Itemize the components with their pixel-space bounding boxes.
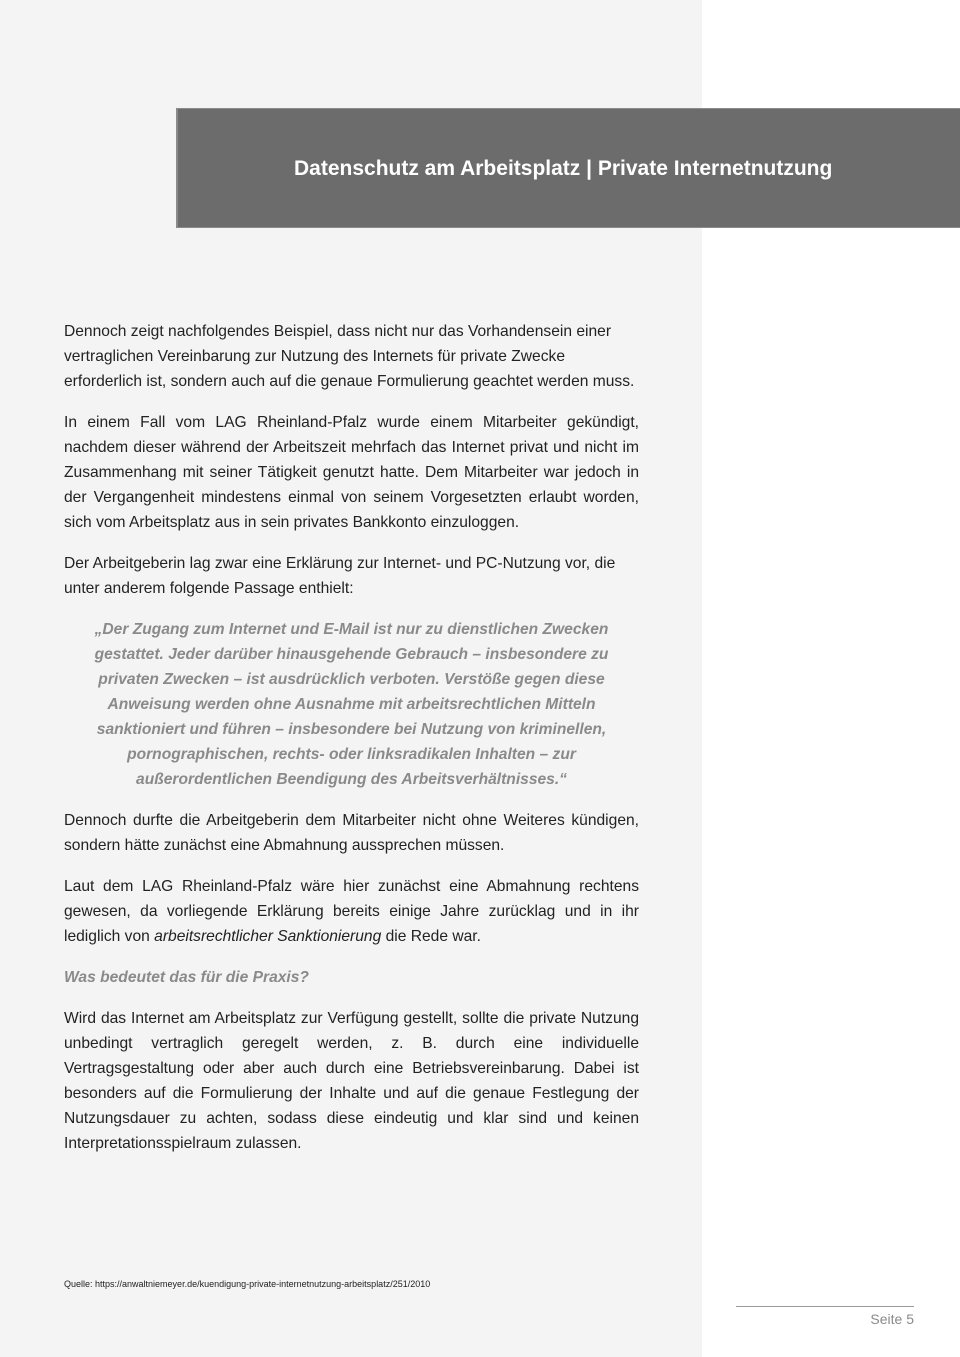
paragraph-court-opinion-start: Laut dem LAG Rheinland-Pfalz wäre hier zunächst eine Abmahnung rechtens gewesen, da vorliegende Erklärung bereits einige Jahre zurücklag und in ihr lediglich von	[64, 878, 639, 945]
paragraph-court-opinion	[64, 874, 639, 949]
paragraph-intro: Dennoch zeigt nachfolgendes Beispiel, dass nicht nur das Vorhandensein einer vertraglichen Vereinbarung zur Nutzung des Internets für private Zwecke erforderlich ist, sondern auch auf die genaue Formulierung geachtet werden muss.	[64, 323, 635, 390]
paragraph-declaration: Der Arbeitgeberin lag zwar eine Erklärung zur Internet- und PC-Nutzung vor, die unter anderem folgende Passage enthielt:	[64, 555, 616, 597]
quoted-passage: „Der Zugang zum Internet und E-Mail ist nur zu dienstlichen Zwecken gestattet. Jeder darüber hinausgehende Gebrauch – insbesondere zu privaten Zwecken – ist ausdrücklich verboten. Verstöße gegen diese Anweisung werden ohne Ausnahme mit arbeitsrechtlichen Mitteln sanktioniert und führen – insbesondere bei Nutzung von kriminellen, pornographischen, rechts- oder linksradikalen Inhalten – zur außerordentlichen Beendigung des Arbeitsverhältnisses.“	[94, 621, 609, 788]
footer-divider	[736, 1306, 914, 1307]
paragraph-warning-required: Dennoch durfte die Arbeitgeberin dem Mitarbeiter nicht ohne Weiteres kündigen, sondern hätte zunächst eine Abmahnung aussprechen müssen.	[64, 812, 639, 854]
header-banner	[176, 108, 960, 228]
source-citation: Quelle: https://anwaltniemeyer.de/kuendigung-private-internetnutzung-arbeitsplatz/251/2010	[64, 1279, 431, 1289]
paragraph-case: In einem Fall vom LAG Rheinland-Pfalz wurde einem Mitarbeiter gekündigt, nachdem dieser während der Arbeitszeit mehrfach das Internet privat und nicht im Zusammenhang mit seiner Tätigkeit genutzt hatte. Dem Mitarbeiter war jedoch in der Vergangenheit mindestens einmal von seinem Vorgesetzten erlaubt worden, sich vom Arbeitsplatz aus in sein privates Bankkonto einzuloggen.	[64, 414, 639, 531]
emphasis-sanktionierung: arbeitsrechtlicher Sanktionierung	[154, 928, 382, 945]
page-title: Datenschutz am Arbeitsplatz | Private Internetnutzung	[294, 157, 833, 180]
paragraph-court-opinion-end: die Rede war.	[381, 928, 481, 945]
page-number: Seite 5	[870, 1311, 914, 1327]
section-heading-praxis: Was bedeutet das für die Praxis?	[64, 969, 309, 986]
document-body	[64, 319, 639, 1172]
paragraph-recommendation: Wird das Internet am Arbeitsplatz zur Verfügung gestellt, sollte die private Nutzung unbedingt vertraglich geregelt werden, z. B. durch eine individuelle Vertragsgestaltung oder aber auch durch eine Betriebsvereinbarung. Dabei ist besonders auf die Formulierung der Inhalte und auf die genaue Festlegung der Nutzungsdauer zu achten, sodass diese eindeutig und klar sind und keinen Interpretationsspielraum zulassen.	[64, 1010, 639, 1152]
